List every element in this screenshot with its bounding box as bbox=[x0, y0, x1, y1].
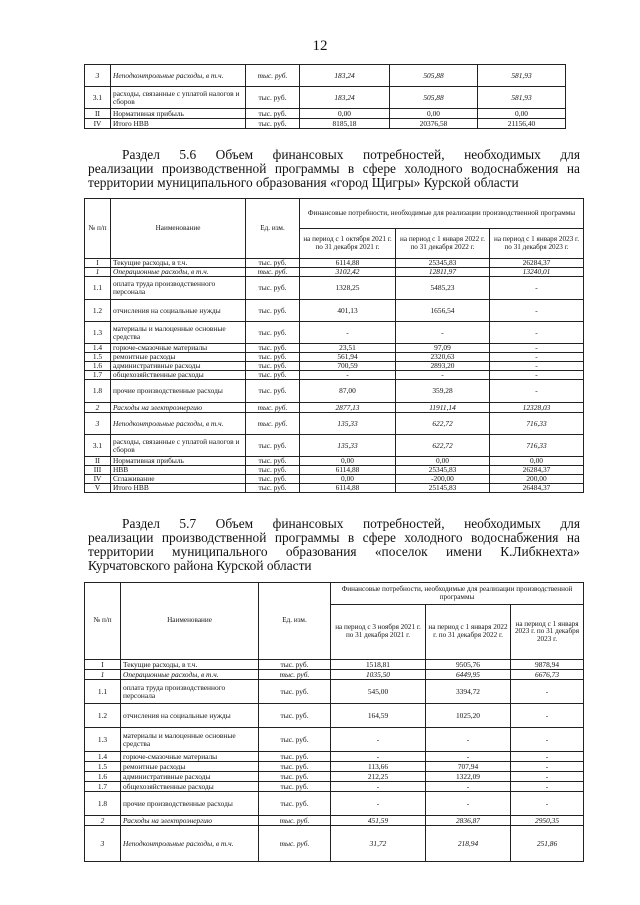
table-row bbox=[85, 782, 584, 792]
row-value: 13240,01 bbox=[490, 268, 584, 277]
row-num: 3.1 bbox=[85, 435, 111, 457]
row-value: 25145,83 bbox=[396, 484, 490, 493]
row-value: 707,94 bbox=[426, 762, 511, 772]
table-row bbox=[85, 826, 584, 862]
table-row bbox=[85, 772, 584, 782]
heading-line: территории муниципального образования «поселок имени К.Либкнехта» bbox=[88, 544, 580, 559]
row-name: общехозяйственные расходы bbox=[111, 371, 246, 380]
row-value: 200,00 bbox=[490, 475, 584, 484]
row-value: 25345,83 bbox=[396, 259, 490, 268]
row-unit: тыс. руб. bbox=[246, 353, 300, 362]
table-row bbox=[85, 380, 584, 403]
table-row bbox=[85, 87, 566, 109]
row-name: Текущие расходы, в т.ч. bbox=[121, 660, 259, 670]
row-name: Нормативная прибыль bbox=[111, 457, 246, 466]
row-value: 581,93 bbox=[478, 65, 566, 87]
row-name: НВВ bbox=[111, 466, 246, 475]
row-unit: тыс. руб. bbox=[246, 475, 300, 484]
row-name: оплата труда производственного персонала bbox=[111, 277, 246, 300]
row-name: Сглаживание bbox=[111, 475, 246, 484]
row-value: 2877,13 bbox=[300, 403, 396, 413]
row-num: IV bbox=[85, 475, 111, 484]
row-num: 3 bbox=[85, 65, 111, 87]
row-unit: тыс. руб. bbox=[246, 371, 300, 380]
row-num: 1.3 bbox=[85, 728, 121, 752]
row-unit: тыс. руб. bbox=[246, 413, 300, 435]
row-name: общехозяйственные расходы bbox=[121, 782, 259, 792]
row-value: 505,88 bbox=[390, 87, 478, 109]
header-group: Финансовые потребности, необходимые для реализации производственной программы bbox=[300, 199, 584, 229]
header-period: на период с 1 октября 2021 г. по 31 декабря 2021 г. bbox=[300, 229, 396, 259]
row-value: - bbox=[426, 782, 511, 792]
row-unit: тыс. руб. bbox=[259, 782, 331, 792]
row-value: 0,00 bbox=[478, 109, 566, 119]
row-name: Текущие расходы, в т.ч. bbox=[111, 259, 246, 268]
row-value: - bbox=[426, 728, 511, 752]
row-unit: тыс. руб. bbox=[246, 259, 300, 268]
row-value: - bbox=[511, 728, 584, 752]
row-value: 622,72 bbox=[396, 435, 490, 457]
row-value: 135,33 bbox=[300, 435, 396, 457]
row-value: 545,00 bbox=[331, 680, 426, 704]
row-num: II bbox=[85, 109, 111, 119]
row-value: 0,00 bbox=[490, 457, 584, 466]
row-name: оплата труда производственного персонала bbox=[121, 680, 259, 704]
row-unit: тыс. руб. bbox=[246, 87, 300, 109]
row-value: - bbox=[511, 680, 584, 704]
row-name: материалы и малоценные основные средства bbox=[121, 728, 259, 752]
row-value: 87,00 bbox=[300, 380, 396, 403]
row-value: - bbox=[426, 752, 511, 762]
row-value: - bbox=[300, 322, 396, 344]
row-value: 622,72 bbox=[396, 413, 490, 435]
row-value: 212,25 bbox=[331, 772, 426, 782]
row-unit: тыс. руб. bbox=[246, 65, 300, 87]
row-value: - bbox=[511, 772, 584, 782]
row-num: 3 bbox=[85, 826, 121, 862]
row-value: - bbox=[396, 322, 490, 344]
row-value: - bbox=[396, 371, 490, 380]
row-value: 5485,23 bbox=[396, 277, 490, 300]
table-row bbox=[85, 119, 566, 129]
row-value: 164,59 bbox=[331, 704, 426, 728]
header-name: Наименование bbox=[111, 199, 246, 259]
row-unit: тыс. руб. bbox=[259, 670, 331, 680]
row-value: 113,66 bbox=[331, 762, 426, 772]
row-value: - bbox=[331, 792, 426, 816]
section-5-6-table bbox=[84, 198, 584, 493]
row-value: 2893,20 bbox=[396, 362, 490, 371]
row-value: - bbox=[331, 728, 426, 752]
row-unit: тыс. руб. bbox=[259, 728, 331, 752]
row-value: 1656,54 bbox=[396, 300, 490, 322]
row-value: 0,00 bbox=[390, 109, 478, 119]
table-row bbox=[85, 752, 584, 762]
table-row bbox=[85, 403, 584, 413]
header-unit: Ед. изм. bbox=[246, 199, 300, 259]
row-value: - bbox=[331, 782, 426, 792]
table-row bbox=[85, 484, 584, 493]
row-unit: тыс. руб. bbox=[246, 466, 300, 475]
header-unit: Ед. изм. bbox=[259, 583, 331, 660]
row-value: 0,00 bbox=[300, 475, 396, 484]
continuation-table bbox=[84, 64, 566, 129]
row-unit: тыс. руб. bbox=[246, 268, 300, 277]
row-num: 1.7 bbox=[85, 371, 111, 380]
row-name: расходы, связанные с уплатой налогов и сборов bbox=[111, 87, 246, 109]
row-name: Расходы на электроэнергию bbox=[111, 403, 246, 413]
table-row bbox=[85, 792, 584, 816]
row-value: - bbox=[511, 704, 584, 728]
row-value: 561,94 bbox=[300, 353, 396, 362]
row-name: прочие производственные расходы bbox=[121, 792, 259, 816]
header-period: на период с 1 января 2022 г. по 31 декабря 2022 г. bbox=[426, 605, 511, 660]
row-num: 3 bbox=[85, 413, 111, 435]
row-value: - bbox=[490, 344, 584, 353]
row-num: 1.2 bbox=[85, 300, 111, 322]
row-unit: тыс. руб. bbox=[259, 704, 331, 728]
row-value: - bbox=[490, 362, 584, 371]
row-value: 716,33 bbox=[490, 413, 584, 435]
table-row bbox=[85, 728, 584, 752]
row-unit: тыс. руб. bbox=[259, 680, 331, 704]
row-value: - bbox=[490, 277, 584, 300]
row-name: Нормативная прибыль bbox=[111, 109, 246, 119]
table-row bbox=[85, 300, 584, 322]
row-value: 21156,40 bbox=[478, 119, 566, 129]
row-value: 2320,63 bbox=[396, 353, 490, 362]
table-row bbox=[85, 466, 584, 475]
row-value: 700,59 bbox=[300, 362, 396, 371]
row-unit: тыс. руб. bbox=[246, 435, 300, 457]
table-row bbox=[85, 457, 584, 466]
row-num: 1.4 bbox=[85, 344, 111, 353]
heading-line: Раздел 5.7 Объем финансовых потребностей, необходимых для bbox=[122, 516, 580, 531]
table-row bbox=[85, 109, 566, 119]
table-row bbox=[85, 680, 584, 704]
row-value: - bbox=[511, 752, 584, 762]
row-unit: тыс. руб. bbox=[246, 344, 300, 353]
row-name: Итого НВВ bbox=[111, 484, 246, 493]
header-period: на период с 3 ноября 2021 г. по 31 декабря 2021 г. bbox=[331, 605, 426, 660]
table-row bbox=[85, 475, 584, 484]
row-value: 25345,83 bbox=[396, 466, 490, 475]
row-num: 1.6 bbox=[85, 772, 121, 782]
row-value: - bbox=[511, 782, 584, 792]
row-name: Неподконтрольные расходы, в т.ч. bbox=[121, 826, 259, 862]
row-value: 26284,37 bbox=[490, 466, 584, 475]
table-row bbox=[85, 362, 584, 371]
table-row bbox=[85, 670, 584, 680]
row-num: 2 bbox=[85, 816, 121, 826]
heading-line: реализации производственной программы в сфере холодного водоснабжения на bbox=[88, 530, 580, 545]
heading-line: Курчатовского района Курской области bbox=[88, 558, 312, 573]
row-name: горюче-смазочные материалы bbox=[121, 752, 259, 762]
table-header-row bbox=[85, 583, 584, 605]
row-value: - bbox=[490, 380, 584, 403]
row-value: - bbox=[331, 752, 426, 762]
row-value: 1035,50 bbox=[331, 670, 426, 680]
heading-line: реализации производственной программы в сфере холодного водоснабжения на bbox=[88, 161, 580, 176]
row-name: прочие производственные расходы bbox=[111, 380, 246, 403]
row-value: 6676,73 bbox=[511, 670, 584, 680]
row-num: I bbox=[85, 259, 111, 268]
row-value: 23,51 bbox=[300, 344, 396, 353]
heading-line: территории муниципального образования «город Щигры» Курской области bbox=[88, 175, 519, 190]
row-value: 3394,72 bbox=[426, 680, 511, 704]
row-value: 359,28 bbox=[396, 380, 490, 403]
row-num: 1.5 bbox=[85, 353, 111, 362]
heading-line: Раздел 5.6 Объем финансовых потребностей, необходимых для bbox=[122, 147, 580, 162]
row-num: 1.4 bbox=[85, 752, 121, 762]
row-name: отчисления на социальные нужды bbox=[111, 300, 246, 322]
table-row bbox=[85, 259, 584, 268]
table-row bbox=[85, 660, 584, 670]
row-unit: тыс. руб. bbox=[259, 752, 331, 762]
table-row bbox=[85, 816, 584, 826]
table-row bbox=[85, 762, 584, 772]
row-unit: тыс. руб. bbox=[246, 109, 300, 119]
row-name: Операционные расходы, в т.ч. bbox=[121, 670, 259, 680]
row-num: 3.1 bbox=[85, 87, 111, 109]
row-num: 1.8 bbox=[85, 380, 111, 403]
row-value: 581,93 bbox=[478, 87, 566, 109]
row-value: 6114,88 bbox=[300, 466, 396, 475]
table-row bbox=[85, 371, 584, 380]
header-period: на период с 1 января 2022 г. по 31 декабря 2022 г. bbox=[396, 229, 490, 259]
row-value: - bbox=[490, 353, 584, 362]
row-value: - bbox=[511, 762, 584, 772]
row-value: 31,72 bbox=[331, 826, 426, 862]
row-unit: тыс. руб. bbox=[246, 119, 300, 129]
row-value: 8185,18 bbox=[300, 119, 390, 129]
row-value: 3102,42 bbox=[300, 268, 396, 277]
row-name: Итого НВВ bbox=[111, 119, 246, 129]
row-num: 1 bbox=[85, 670, 121, 680]
table-row bbox=[85, 344, 584, 353]
row-name: административные расходы bbox=[121, 772, 259, 782]
row-value: - bbox=[426, 792, 511, 816]
table-row bbox=[85, 704, 584, 728]
row-value: - bbox=[490, 371, 584, 380]
row-value: 11911,14 bbox=[396, 403, 490, 413]
row-value: 26484,37 bbox=[490, 484, 584, 493]
row-name: Неподконтрольные расходы, в т.ч. bbox=[111, 413, 246, 435]
row-value: 183,24 bbox=[300, 65, 390, 87]
section-5-7-table bbox=[84, 582, 584, 862]
row-value: 135,33 bbox=[300, 413, 396, 435]
row-value: 6114,88 bbox=[300, 484, 396, 493]
row-num: IV bbox=[85, 119, 111, 129]
row-value: 6114,88 bbox=[300, 259, 396, 268]
table-row bbox=[85, 322, 584, 344]
row-unit: тыс. руб. bbox=[246, 403, 300, 413]
row-value: 251,86 bbox=[511, 826, 584, 862]
row-unit: тыс. руб. bbox=[246, 457, 300, 466]
row-unit: тыс. руб. bbox=[246, 362, 300, 371]
row-value: 0,00 bbox=[300, 109, 390, 119]
row-name: Операционные расходы, в т.ч. bbox=[111, 268, 246, 277]
row-num: V bbox=[85, 484, 111, 493]
row-num: I bbox=[85, 660, 121, 670]
row-num: 1.3 bbox=[85, 322, 111, 344]
row-name: Расходы на электроэнергию bbox=[121, 816, 259, 826]
row-value: 9505,76 bbox=[426, 660, 511, 670]
row-value: 401,13 bbox=[300, 300, 396, 322]
row-name: ремонтные расходы bbox=[121, 762, 259, 772]
row-value: 6449,95 bbox=[426, 670, 511, 680]
header-num: № п/п bbox=[85, 199, 111, 259]
page-number: 12 bbox=[312, 38, 328, 54]
row-unit: тыс. руб. bbox=[246, 300, 300, 322]
header-name: Наименование bbox=[121, 583, 259, 660]
row-value: 716,33 bbox=[490, 435, 584, 457]
row-value: - bbox=[300, 371, 396, 380]
row-num: 1.1 bbox=[85, 680, 121, 704]
row-value: 2836,87 bbox=[426, 816, 511, 826]
row-value: 451,59 bbox=[331, 816, 426, 826]
section-5-6-heading bbox=[88, 148, 580, 190]
row-value: 1322,09 bbox=[426, 772, 511, 782]
row-value: 183,24 bbox=[300, 87, 390, 109]
row-value: 12811,97 bbox=[396, 268, 490, 277]
table-header-row bbox=[85, 199, 584, 229]
row-value: 505,88 bbox=[390, 65, 478, 87]
row-name: ремонтные расходы bbox=[111, 353, 246, 362]
row-num: 1.2 bbox=[85, 704, 121, 728]
row-unit: тыс. руб. bbox=[259, 816, 331, 826]
row-value: - bbox=[511, 792, 584, 816]
table-row bbox=[85, 435, 584, 457]
table-row bbox=[85, 277, 584, 300]
row-num: III bbox=[85, 466, 111, 475]
row-unit: тыс. руб. bbox=[246, 484, 300, 493]
row-value: - bbox=[490, 322, 584, 344]
table-row bbox=[85, 413, 584, 435]
row-value: 1025,20 bbox=[426, 704, 511, 728]
row-num: 1.8 bbox=[85, 792, 121, 816]
row-num: 1.7 bbox=[85, 782, 121, 792]
row-value: 218,94 bbox=[426, 826, 511, 862]
row-unit: тыс. руб. bbox=[259, 792, 331, 816]
row-value: 1518,81 bbox=[331, 660, 426, 670]
row-value: 0,00 bbox=[396, 457, 490, 466]
row-unit: тыс. руб. bbox=[259, 826, 331, 862]
table-row bbox=[85, 65, 566, 87]
row-value: 2950,35 bbox=[511, 816, 584, 826]
row-value: 12328,03 bbox=[490, 403, 584, 413]
header-period: на период с 1 января 2023 г. по 31 декабря 2023 г. bbox=[511, 605, 584, 660]
section-5-7-heading bbox=[88, 517, 580, 573]
row-unit: тыс. руб. bbox=[259, 660, 331, 670]
row-value: 1328,25 bbox=[300, 277, 396, 300]
row-value: -200,00 bbox=[396, 475, 490, 484]
row-value: 9878,94 bbox=[511, 660, 584, 670]
row-num: 1.1 bbox=[85, 277, 111, 300]
row-unit: тыс. руб. bbox=[246, 322, 300, 344]
row-unit: тыс. руб. bbox=[259, 762, 331, 772]
row-value: 97,09 bbox=[396, 344, 490, 353]
row-name: административные расходы bbox=[111, 362, 246, 371]
header-num: № п/п bbox=[85, 583, 121, 660]
row-name: расходы, связанные с уплатой налогов и сборов bbox=[111, 435, 246, 457]
row-value: 0,00 bbox=[300, 457, 396, 466]
row-value: - bbox=[490, 300, 584, 322]
header-period: на период с 1 января 2023 г. по 31 декабря 2023 г. bbox=[490, 229, 584, 259]
row-unit: тыс. руб. bbox=[259, 772, 331, 782]
row-num: 1 bbox=[85, 268, 111, 277]
row-name: горюче-смазочные материалы bbox=[111, 344, 246, 353]
row-value: 26284,37 bbox=[490, 259, 584, 268]
row-name: отчисления на социальные нужды bbox=[121, 704, 259, 728]
row-num: 1.5 bbox=[85, 762, 121, 772]
row-unit: тыс. руб. bbox=[246, 277, 300, 300]
row-unit: тыс. руб. bbox=[246, 380, 300, 403]
row-num: 2 bbox=[85, 403, 111, 413]
header-group: Финансовые потребности, необходимые для реализации производственной программы bbox=[331, 583, 584, 605]
row-name: Неподконтрольные расходы, в т.ч. bbox=[111, 65, 246, 87]
table-row bbox=[85, 353, 584, 362]
row-name: материалы и малоценные основные средства bbox=[111, 322, 246, 344]
table-row bbox=[85, 268, 584, 277]
row-num: II bbox=[85, 457, 111, 466]
row-value: 20376,58 bbox=[390, 119, 478, 129]
row-num: 1.6 bbox=[85, 362, 111, 371]
